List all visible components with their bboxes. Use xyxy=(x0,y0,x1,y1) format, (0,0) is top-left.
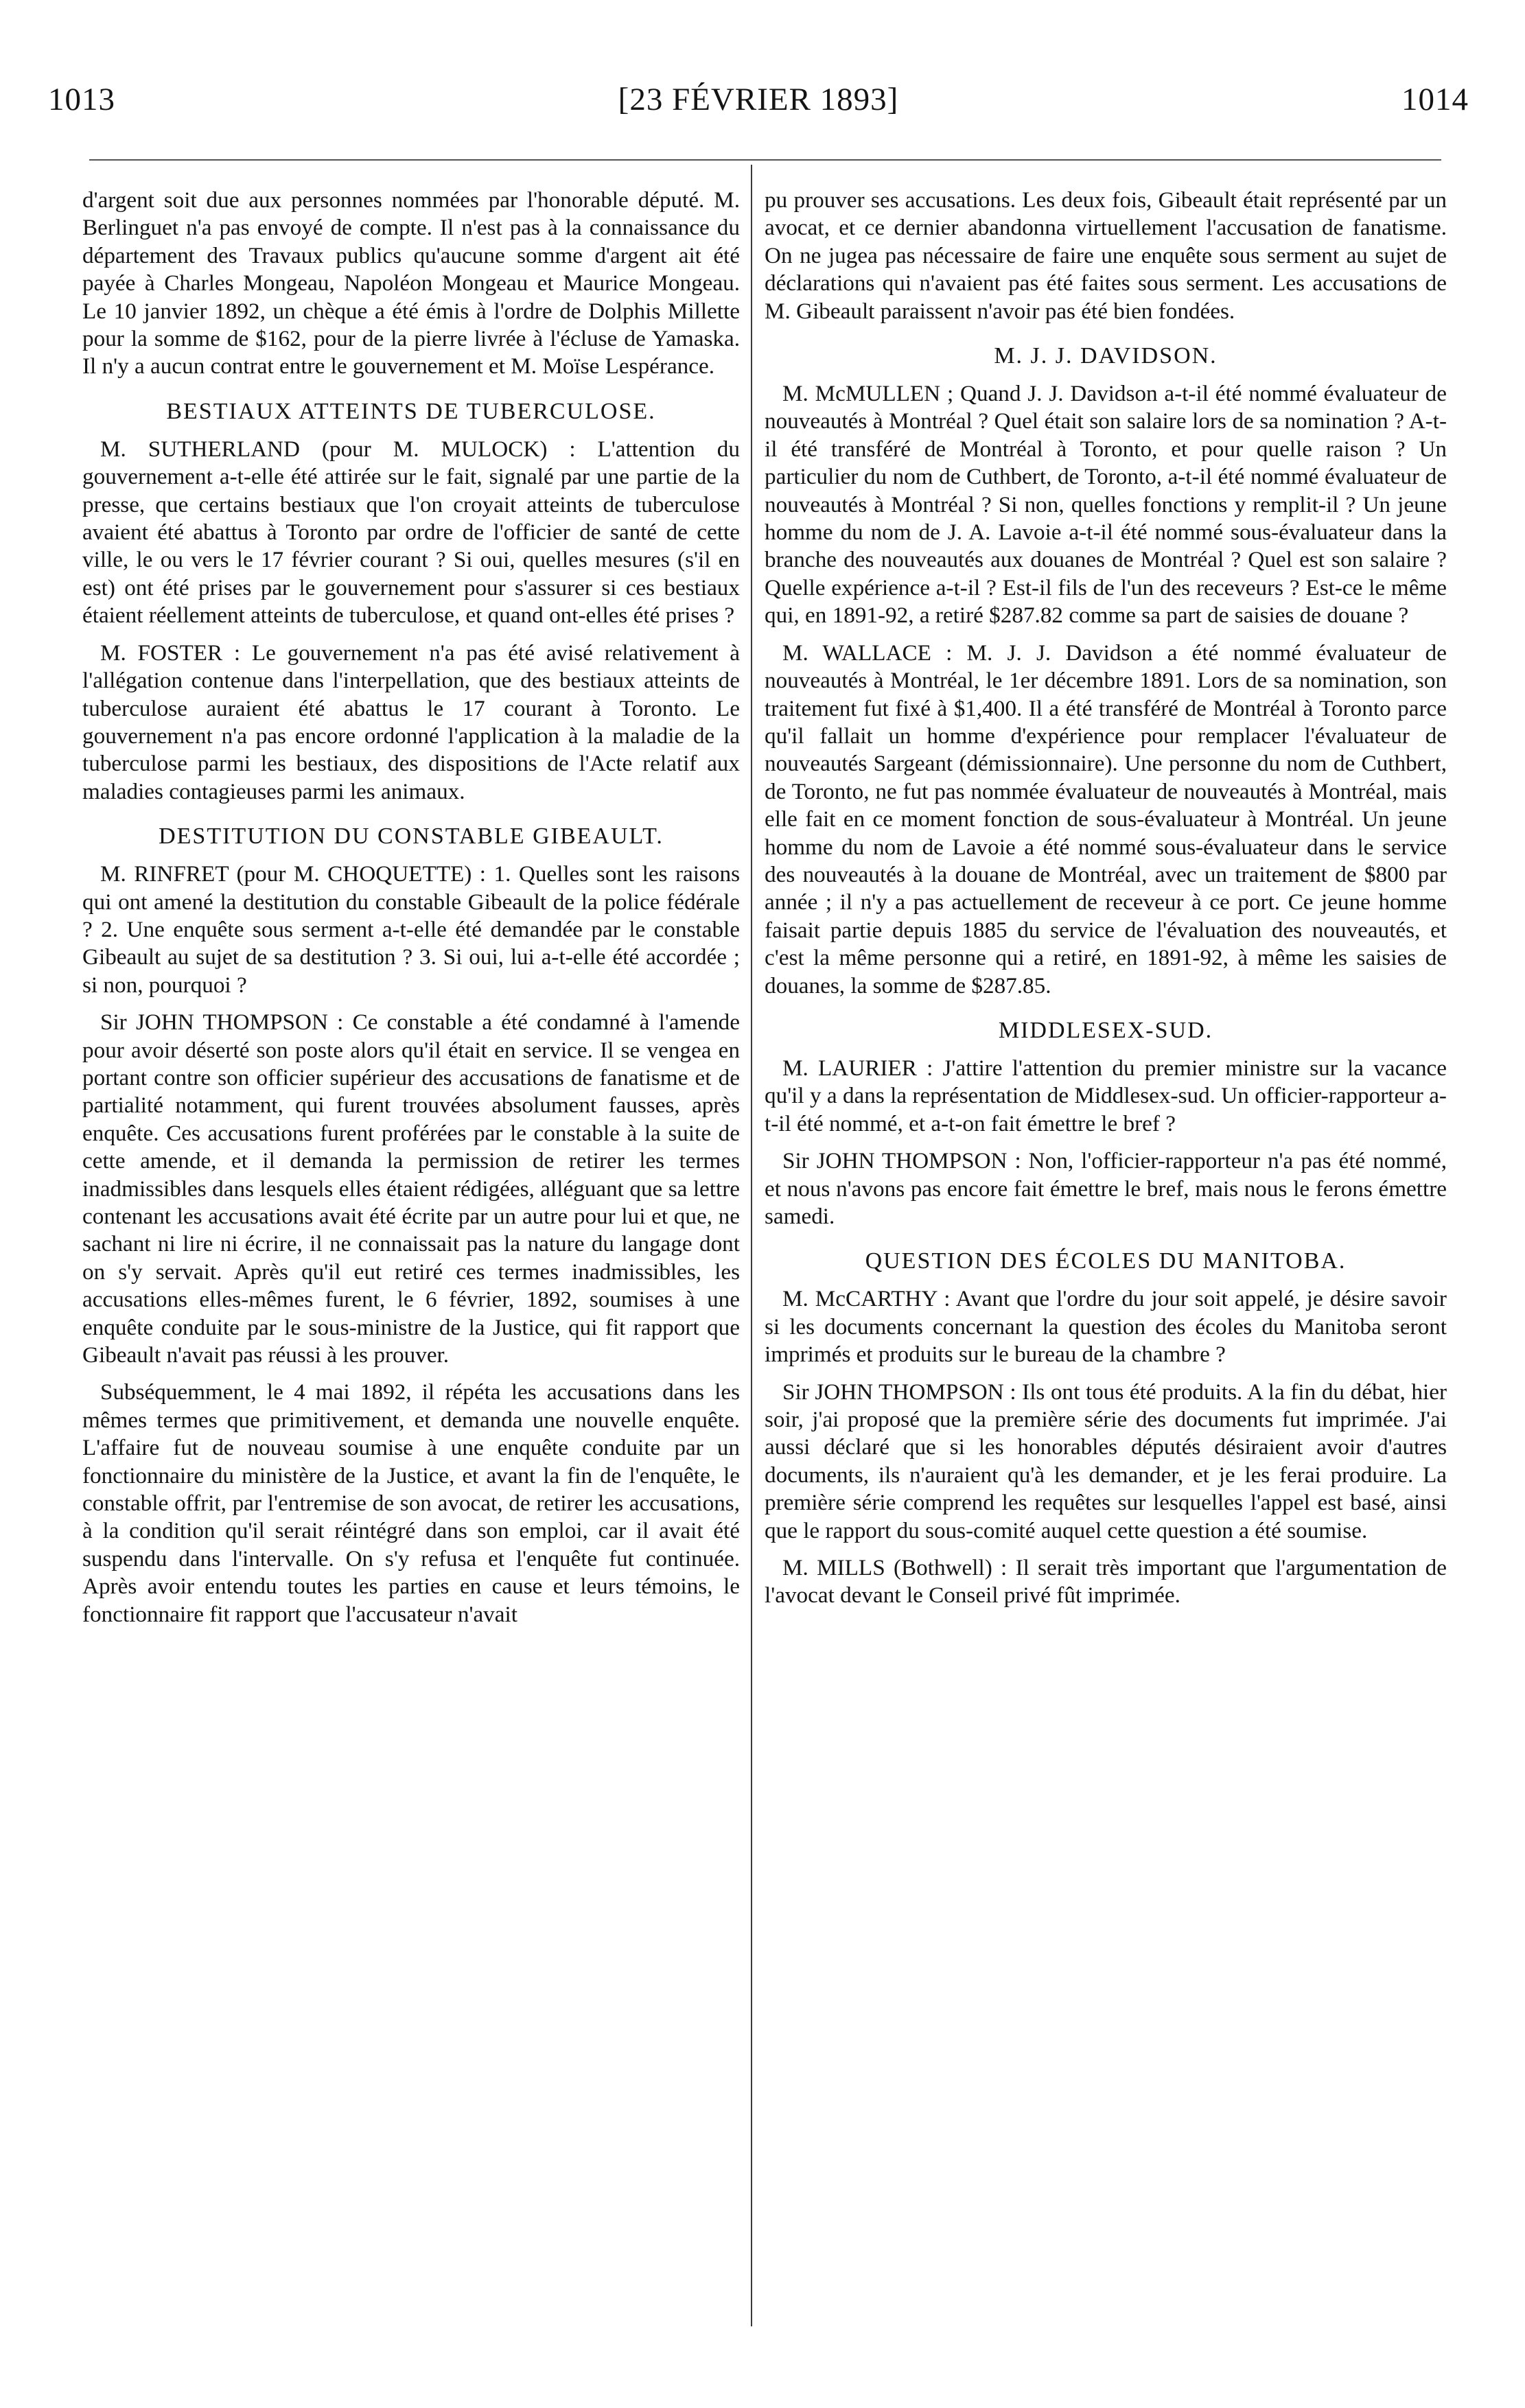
paragraph-right-2: M. McMULLEN ; Quand J. J. Davidson a-t-il été nommé évaluateur de nouveautés à Montréal ? Quel était son salaire lors de sa nomination ? A-t-il été transféré de Montréal à Toronto, et pour quelle raison ? Un particulier du nom de Cuthbert, de Toronto, a-t-il été nommé évaluateur de nouveautés à Montréal ? Si non, quelles fonctions y remplit-il ? Un jeune homme du nom de J. A. Lavoie a-t-il été nommé sous-évaluateur dans la branche des nouveautés aux douanes de Montréal ? Quel est son salaire ? Quelle expérience a-t-il ? Est-il fils de l'un des receveurs ? Est-ce le même qui, en 1891-92, a retiré $287.82 comme sa part de saisies de douane ? xyxy=(765,381,1447,629)
paragraph-right-0: pu prouver ses accusations. Les deux fois, Gibeault était représenté par un avocat, et ce dernier abandonna virtuellement l'accusation de fanatisme. On ne jugea pas nécessaire de faire une enquête sous serment au sujet de déclarations qui n'avaient pas été faites sous serment. Les accusations de M. Gibeault paraissent n'avoir pas été bien fondées. xyxy=(765,187,1447,324)
paragraph-left-0: d'argent soit due aux personnes nommées par l'honorable député. M. Berlinguet n'a pas envoyé de compte. Il n'est pas à la connaissance du département des Travaux publics qu'aucune somme d'argent ait été payée à Charles Mongeau, Napoléon Mongeau et Maurice Mongeau. Le 10 janvier 1892, un chèque a été émis à l'ordre de Dolphis Millette pour la somme de $162, pour de la pierre livrée à l'écluse de Yamaska. Il n'y a aucun contrat entre le gouvernement et M. Moïse Lespérance. xyxy=(82,187,740,379)
section-heading-right-4: MIDDLESEX-SUD. xyxy=(998,1017,1213,1043)
paragraph-right-6: Sir JOHN THOMPSON : Non, l'officier-rapporteur n'a pas été nommé, et nous n'avons pas encore fait émettre le bref, mais nous le ferons émettre samedi. xyxy=(765,1148,1447,1229)
paragraph-left-6: Sir JOHN THOMPSON : Ce constable a été condamné à l'amende pour avoir déserté son poste alors qu'il était en service. Il se vengea en portant contre son officier supérieur des accusations de fanatisme et de partialité notamment, qui furent trouvées absolument fausses, après enquête. Ces accusations furent proférées par le constable à la suite de cette amende, et il demanda la permission de retirer les termes inadmissibles dans lesquels elles étaient rédigées, alléguant que sa lettre contenant les accusations avait été écrite par un autre pour lui et que, ne sachant ni lire ni écrire, il ne connaissait pas la nature du langage dont on s'y servait. Après qu'il eut retiré ces termes inadmissibles, les accusations elles-mêmes furent, le 6 février, 1892, soumises à une enquête conduite par le sous-ministre de la Justice, qui fit rapport que Gibeault n'avait pas réussi à les prouver. xyxy=(82,1009,740,1368)
paragraph-right-3: M. WALLACE : M. J. J. Davidson a été nommé évaluateur de nouveautés à Montréal, le 1er décembre 1891. Lors de sa nomination, son traitement fut fixé à $1,400. Il a été transféré de Montréal à Toronto parce qu'il fallait un homme d'expérience pour remplacer l'évaluateur de nouveautés Sargeant (démissionnaire). Une personne du nom de Cuthbert, de Toronto, ne fut pas nommée évaluateur de nouveautés à Montréal, mais elle fait en ce moment fonction de sous-évaluateur à Montréal. Un jeune homme du nom de Lavoie a été nommé sous-évaluateur dans le service des nouveautés à la douane de Montréal, avec un traitement de $800 par année ; il n'y a pas actuellement de receveur à ce port. Ce jeune homme faisait partie depuis 1885 du service de l'évaluation des nouveautés, et c'est la même personne qui a retiré, en 1891-92, à même les saisies de douanes, la somme de $287.85. xyxy=(765,640,1447,998)
right-column xyxy=(765,187,1447,1620)
paragraph-right-9: Sir JOHN THOMPSON : Ils ont tous été produits. A la fin du débat, hier soir, j'ai proposé que la première série des documents fut imprimée. J'ai aussi déclaré que si les honorables députés désiraient avoir d'autres documents, ils n'auraient qu'à les demander, et je les ferai produire. La première série comprend les requêtes sur lesquelles l'appel est basé, ainsi que le rapport du sous-comité auquel cette question a été soumise. xyxy=(765,1379,1447,1543)
section-heading-left-4: DESTITUTION DU CONSTABLE GIBEAULT. xyxy=(159,823,664,850)
paragraph-right-10: M. MILLS (Bothwell) : Il serait très important que l'argumentation de l'avocat devant le Conseil privé fût imprimée. xyxy=(765,1555,1447,1609)
page-number-right: 1014 xyxy=(1401,82,1469,117)
paragraph-left-2: M. SUTHERLAND (pour M. MULOCK) : L'attention du gouvernement a-t-elle été attirée sur le fait, signalé par une partie de la presse, que certains bestiaux que l'on croyait atteints de tuberculose avaient été abattus à Toronto par ordre de l'officier de santé de cette ville, le ou vers le 17 février courant ? Si oui, quelles mesures (s'il en est) ont été prises par le gouvernement pour s'assurer si ces bestiaux étaient réellement atteints de tuberculose, et quand ont-elles été prises ? xyxy=(82,436,740,629)
page-header xyxy=(48,81,1469,129)
paragraph-right-8: M. McCARTHY : Avant que l'ordre du jour soit appelé, je désire savoir si les documents concernant la question des écoles du Manitoba seront imprimés et produits sur le bureau de la chambre ? xyxy=(765,1286,1447,1368)
paragraph-right-5: M. LAURIER : J'attire l'attention du premier ministre sur la vacance qu'il y a dans la représentation de Middlesex-sud. Un officier-rapporteur a-t-il été nommé, et a-t-on fait émettre le bref ? xyxy=(765,1055,1447,1136)
section-heading-right-1: M. J. J. DAVIDSON. xyxy=(994,343,1218,369)
section-heading-right-7: QUESTION DES ÉCOLES DU MANITOBA. xyxy=(865,1248,1347,1274)
paragraph-left-5: M. RINFRET (pour M. CHOQUETTE) : 1. Quelles sont les raisons qui ont amené la destitution du constable Gibeault de la police fédérale ? 2. Une enquête sous serment a-t-elle été demandée par le constable Gibeault au sujet de sa destitution ? 3. Si oui, lui a-t-elle été accordée ; si non, pourquoi ? xyxy=(82,861,740,998)
left-column xyxy=(82,187,740,1638)
section-heading-left-1: BESTIAUX ATTEINTS DE TUBERCULOSE. xyxy=(166,398,656,424)
page-number-left: 1013 xyxy=(48,82,115,117)
paragraph-left-3: M. FOSTER : Le gouvernement n'a pas été avisé relativement à l'allégation contenue dans l'interpellation, que des bestiaux atteints de tuberculose auraient été abattus le 17 courant à Toronto. Le gouvernement n'a pas encore ordonné l'application à la maladie de la tuberculose parmi les bestiaux, des dispositions de l'Acte relatif aux maladies contagieuses parmi les animaux. xyxy=(82,640,740,804)
header-date: [23 FÉVRIER 1893] xyxy=(618,82,899,117)
column-divider xyxy=(751,165,752,2326)
header-rule xyxy=(89,159,1441,161)
paragraph-left-7: Subséquemment, le 4 mai 1892, il répéta les accusations dans les mêmes termes que primitivement, et demanda une nouvelle enquête. L'affaire fut de nouveau soumise à une enquête conduite par un fonctionnaire du ministère de la Justice, et avant la fin de l'enquête, le constable offrit, par l'entremise de son avocat, de retirer les accusations, à la condition qu'il serait réintégré dans son emploi, car il avait été suspendu dans l'intervalle. On s'y refusa et l'enquête fut continuée. Après avoir entendu toutes les parties en cause et leurs témoins, le fonctionnaire fit rapport que l'accusateur n'avait xyxy=(82,1379,740,1627)
